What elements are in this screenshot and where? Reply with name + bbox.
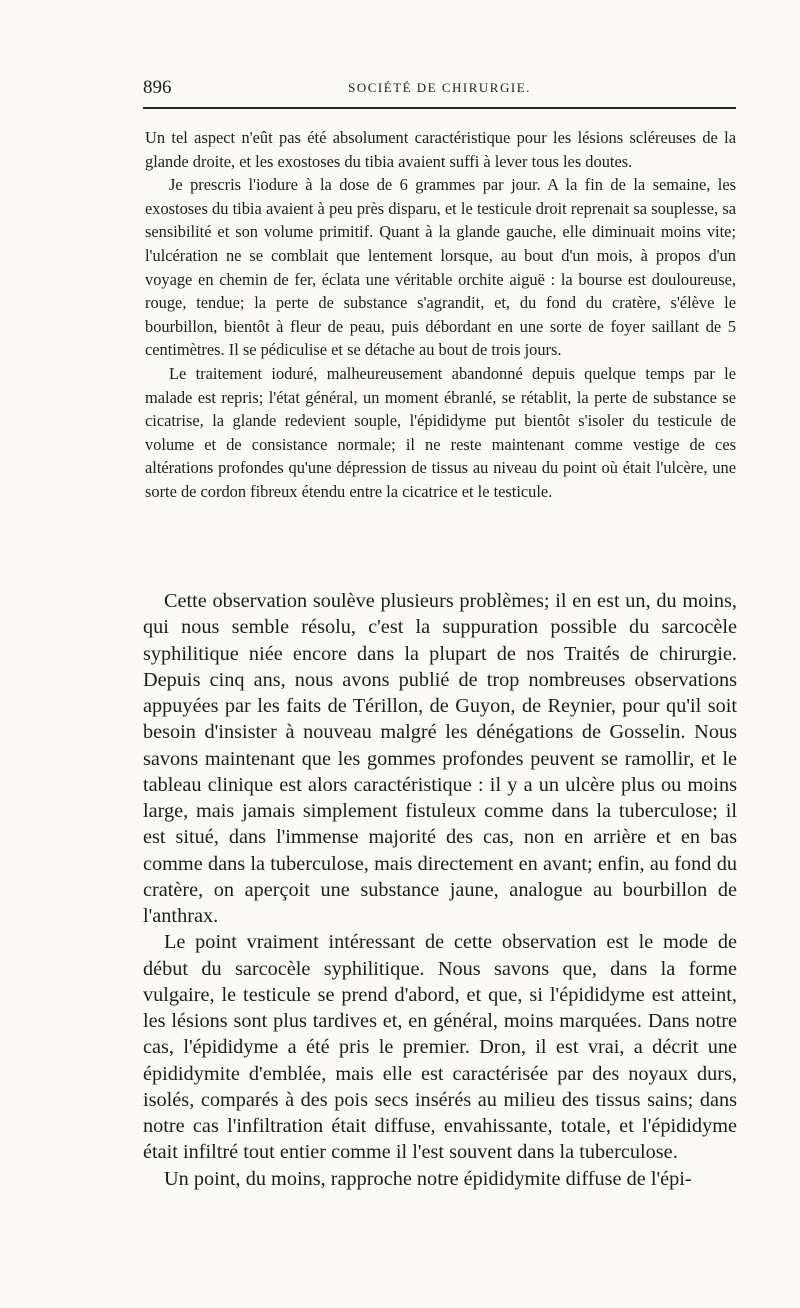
paragraph: Un point, du moins, rapproche notre épididymite diffuse de l'épi- bbox=[164, 1167, 692, 1190]
page-header bbox=[143, 77, 736, 99]
commentary-text bbox=[143, 588, 737, 1192]
observation-text bbox=[145, 126, 736, 504]
header-rule bbox=[143, 107, 736, 109]
running-title: SOCIÉTÉ DE CHIRURGIE. bbox=[348, 80, 531, 95]
paragraph: Un tel aspect n'eût pas été absolument caractéristique pour les lésions scléreuses de la glande droite, et les exostoses du tibia avaient suffi à lever tous les doutes. bbox=[145, 128, 736, 171]
paragraph: Je prescris l'iodure à la dose de 6 grammes par jour. A la fin de la semaine, les exostoses du tibia avaient à peu près disparu, et le testicule droit reprenait sa souplesse, sa sensibilité et son volume primitif. Quant à la glande gauche, elle diminuait moins vite; l'ulcération ne se comblait que lentement lorsque, au bout d'un mois, à propos d'un voyage en chemin de fer, éclata une véritable orchite aiguë : la bourse est douloureuse, rouge, tendue; la perte de substance s'agrandit, et, du fond du cratère, s'élève le bourbillon, bientôt à fleur de peau, puis débordant en une sorte de foyer saillant de 5 centimètres. Il se pédiculise et se détache au bout de trois jours. bbox=[145, 175, 736, 360]
page-number: 896 bbox=[143, 77, 172, 98]
paragraph: Le traitement ioduré, malheureusement abandonné depuis quelque temps par le malade est repris; l'état général, un moment ébranlé, se rétablit, la perte de substance se cicatrise, la glande redevient souple, l'épididyme put bientôt s'isoler du testicule de volume et de consistance normale; il ne reste maintenant comme vestige de ces altérations profondes qu'une dépression de tissus au niveau du point où était l'ulcère, une sorte de cordon fibreux étendu entre la cicatrice et le testicule. bbox=[145, 363, 736, 501]
paragraph: Cette observation soulève plusieurs problèmes; il en est un, du moins, qui nous semble résolu, c'est la suppuration possible du sarcocèle syphilitique niée encore dans la plupart de nos Traités de chirurgie. Depuis cinq ans, nous avons publié de trop nombreuses observations appuyées par les faits de Térillon, de Guyon, de Reynier, pour qu'il soit besoin d'insister à nouveau malgré les dénégations de Gosselin. Nous savons maintenant que les gommes profondes peuvent se ramollir, et le tableau clinique est alors caractéristique : il y a un ulcère plus ou moins large, mais jamais simplement fistuleux comme dans la tuberculose; il est situé, dans l'immense majorité des cas, non en arrière et en bas comme dans la tuberculose, mais directement en avant; enfin, au fond du cratère, on aperçoit une substance jaune, analogue au bourbillon de l'anthrax. bbox=[143, 590, 737, 927]
paragraph: Le point vraiment intéressant de cette observation est le mode de début du sarcocèle syphilitique. Nous savons que, dans la forme vulgaire, le testicule se prend d'abord, et que, si l'épididyme est atteint, les lésions sont plus tardives et, en général, moins marquées. Dans notre cas, l'épididyme a été pris le premier. Dron, il est vrai, a décrit une épididymite d'emblée, mais elle est caractérisée par des noyaux durs, isolés, comparés à des pois secs insérés au milieu des tissus sains; dans notre cas l'infiltration était diffuse, envahissante, totale, et l'épididyme était infiltré tout entier comme il l'est souvent dans la tuberculose. bbox=[143, 931, 737, 1164]
